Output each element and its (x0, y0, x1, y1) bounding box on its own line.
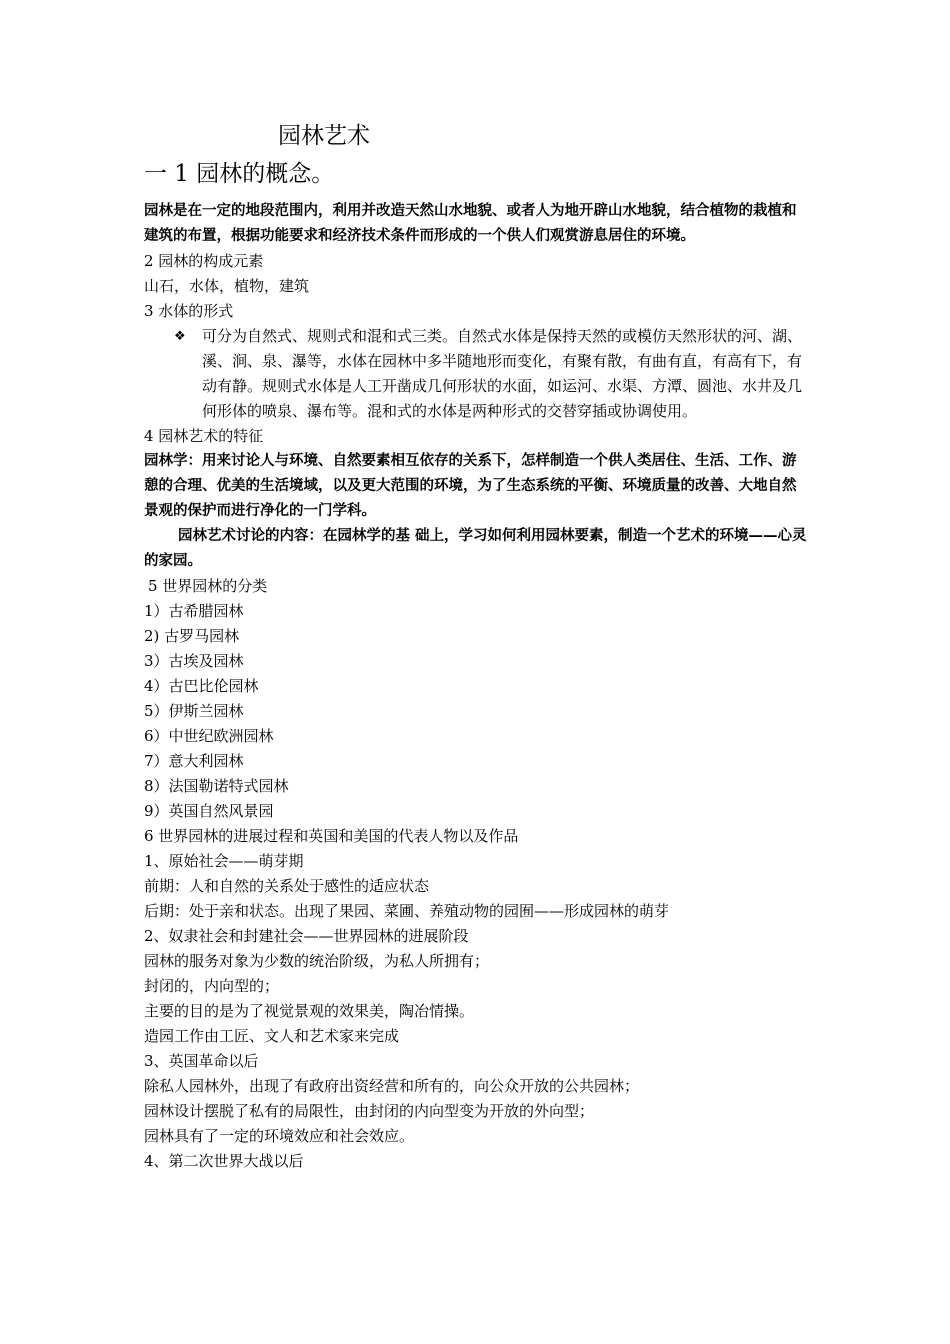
section-6-line: 2、奴隶社会和封建社会——世界园林的进展阶段 (144, 927, 469, 945)
section-5-item: 5）伊斯兰园林 (144, 702, 244, 720)
section-1-heading: 一 1 园林的概念。 (144, 161, 335, 187)
section-6-line: 园林的服务对象为少数的统治阶级，为私人所拥有； (144, 952, 490, 970)
diamond-bullet-icon: ❖ (174, 329, 186, 344)
section-5-item: 9）英国自然风景园 (144, 802, 274, 820)
section-6-line: 前期：人和自然的关系处于感性的适应状态 (144, 877, 430, 895)
section-6-line: 后期：处于亲和状态。出现了果园、菜圃、养殖动物的园囿——形成园林的萌芽 (144, 902, 670, 920)
section-6-line: 造园工作由工匠、文人和艺术家来完成 (144, 1027, 400, 1045)
section-6-heading: 6 世界园林的进展过程和英国和美国的代表人物以及作品 (144, 827, 519, 845)
section-4-paragraph-1: 园林学：用来讨论人与环境、自然要素相互依存的关系下，怎样制造一个供人类居住、生活、工作、游憩的合理、优美的生活境域，以及更大范围的环境，为了生态系统的平衡、环境质量的改善、大地自然景观的保护而进行净化的一门学科。 (144, 453, 797, 519)
section-6-line: 1、原始社会——萌芽期 (144, 852, 304, 870)
section-3-bullet-text: 可分为自然式、规则式和混和式三类。自然式水体是保持天然的或模仿天然形状的河、湖、溪、涧、泉、瀑等，水体在园林中多半随地形而变化，有聚有散，有曲有直，有高有下，有动有静。规则式水体是人工开凿成几何形状的水面，如运河、水渠、方潭、圆池、水井及几何形体的喷泉、瀑布等。混和式的水体是两种形式的交替穿插或协调使用。 (202, 327, 803, 420)
section-6-line: 3、英国革命以后 (144, 1052, 259, 1070)
section-6-line: 封闭的，内向型的； (144, 977, 280, 995)
section-3-bullet-item (144, 324, 810, 424)
section-5-item: 8）法国勒诺特式园林 (144, 777, 289, 795)
section-5-item: 4）古巴比伦园林 (144, 677, 259, 695)
section-5-item: 7）意大利园林 (144, 752, 244, 770)
document-body (144, 199, 810, 1174)
section-5-heading: 5 世界园林的分类 (148, 577, 268, 595)
section-5-item: 2) 古罗马园林 (144, 627, 240, 645)
definition-paragraph: 园林是在一定的地段范围内，利用并改造天然山水地貌、或者人为地开辟山水地貌，结合植物的栽植和建筑的布置，根据功能要求和经济技术条件而形成的一个供人们观赏游息居住的环境。 (144, 203, 797, 244)
document-title: 园林艺术 (278, 123, 370, 149)
section-2-heading: 2 园林的构成元素 (144, 252, 264, 270)
section-5-item: 3）古埃及园林 (144, 652, 244, 670)
section-5-item: 6）中世纪欧洲园林 (144, 727, 274, 745)
section-5-item: 1）古希腊园林 (144, 602, 244, 620)
section-6-line: 园林设计摆脱了私有的局限性，由封闭的内向型变为开放的外向型； (144, 1102, 595, 1120)
section-6-line: 4、第二次世界大战以后 (144, 1152, 304, 1170)
section-4-heading: 4 园林艺术的特征 (144, 427, 264, 445)
section-4-paragraph-2: 园林艺术讨论的内容：在园林学的基 础上，学习如何利用园林要素，制造一个艺术的环境——心灵的家园。 (144, 528, 807, 569)
section-3-heading: 3 水体的形式 (144, 302, 234, 320)
section-6-line: 园林具有了一定的环境效应和社会效应。 (144, 1127, 415, 1145)
section-6-line: 主要的目的是为了视觉景观的效果美，陶冶情操。 (144, 1002, 475, 1020)
section-6-line: 除私人园林外，出现了有政府出资经营和所有的，向公众开放的公共园林； (144, 1077, 640, 1095)
section-2-text: 山石，水体，植物，建筑 (144, 277, 310, 295)
